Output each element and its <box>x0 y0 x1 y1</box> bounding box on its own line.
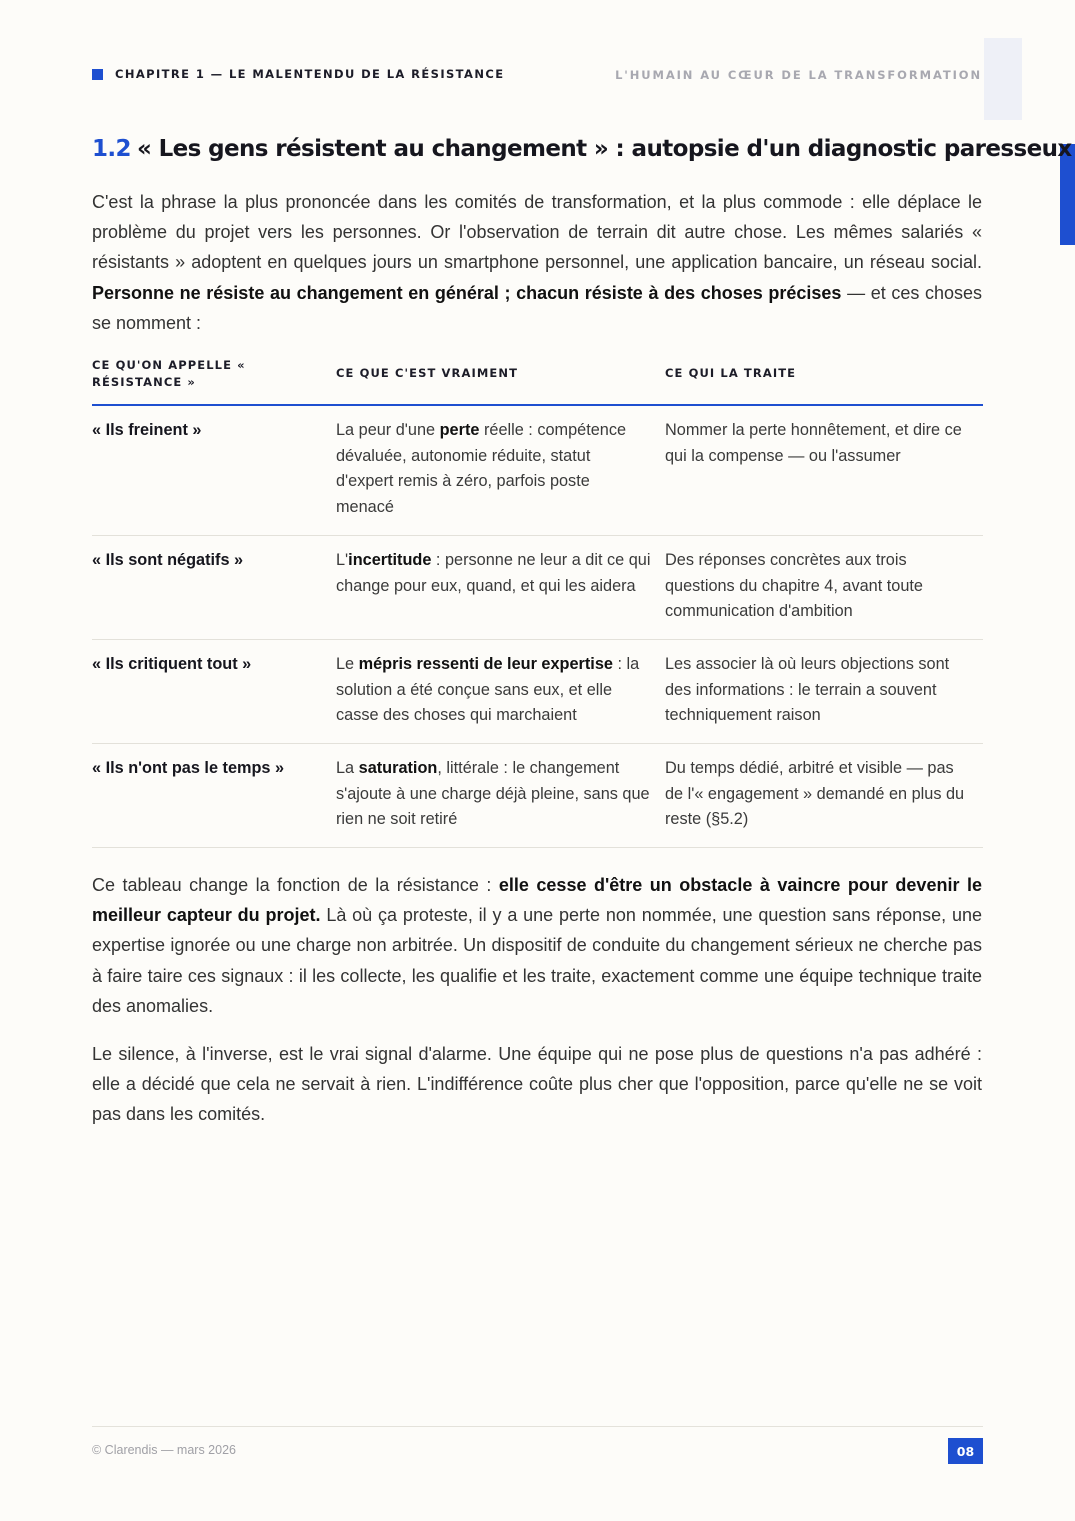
reality-keyword: mépris ressenti de leur expertise <box>358 654 613 673</box>
reality-text: : personne ne leur a dit ce qui change pour eux, quand, et qui les aidera <box>336 550 651 595</box>
reality-keyword: perte <box>439 421 480 439</box>
running-title: L'HUMAIN AU CŒUR DE LA TRANSFORMATION <box>615 68 982 82</box>
table-header-row <box>92 350 983 405</box>
row-reality <box>336 405 665 535</box>
intro-text: C'est la phrase la plus prononcée dans les comités de transformation, et la plus commode : elle déplace le problème du projet vers les personnes. Or l'observation de terrain dit autre chose. Les mêmes salariés « résistants » adoptent en quelques jours un smartphone personnel, une application bancaire, un réseau social. <box>92 192 982 273</box>
row-label: « Ils freinent » <box>92 405 336 535</box>
conclusion-emphasis: elle cesse d'être un obstacle à vaincre pour devenir le meilleur capteur du projet. <box>92 875 982 926</box>
intro-paragraph <box>92 187 982 338</box>
reality-text: réelle : compétence dévaluée, autonomie réduite, statut d'expert remis à zéro, parfois poste menacé <box>336 421 627 517</box>
column-header-remedy: CE QUI LA TRAITE <box>665 350 983 405</box>
column-header-so-called: CE QU'ON APPELLE « RÉSISTANCE » <box>92 350 336 405</box>
conclusion-text: Ce tableau change la fonction de la résistance : <box>92 875 499 895</box>
reality-keyword: saturation <box>358 759 438 778</box>
section-title <box>92 136 1072 162</box>
row-remedy: Les associer là où leurs objections sont des informations : le terrain a souvent techniquement raison <box>665 639 983 743</box>
chapter-label: CHAPITRE 1 — LE MALENTENDU DE LA RÉSISTANCE <box>115 67 505 81</box>
reality-text: La peur d'une <box>336 421 440 439</box>
reality-text: L' <box>336 550 349 569</box>
row-reality <box>336 744 665 848</box>
conclusion-text-end: Là où ça proteste, il y a une perte non nommée, une question sans réponse, une expertise ignorée ou une charge non arbitrée. Un dispositif de conduite du changement sérieux ne cherche pas à faire taire ces signaux : il les collecte, les qualifie et les traite, exactement comme une équipe technique traite des anomalies. <box>92 905 982 1016</box>
row-label: « Ils critiquent tout » <box>92 639 336 743</box>
row-label: « Ils n'ont pas le temps » <box>92 744 336 848</box>
reality-text: , littérale : le changement s'ajoute à une charge déjà pleine, sans que rien ne soit retiré <box>336 759 650 829</box>
footer-copyright: © Clarendis — mars 2026 <box>92 1443 236 1457</box>
intro-emphasis: Personne ne résiste au changement en général ; chacun résiste à des choses précises <box>92 282 842 303</box>
resistance-table <box>92 350 983 848</box>
reality-text: : la solution a été conçue sans eux, et elle casse des choses qui marchaient <box>336 654 640 725</box>
table-row <box>92 405 983 535</box>
row-remedy: Nommer la perte honnêtement, et dire ce qui la compense — ou l'assumer <box>665 405 983 535</box>
running-header-chapter <box>92 67 504 81</box>
row-label: « Ils sont négatifs » <box>92 535 336 639</box>
reality-text: Le <box>336 654 359 673</box>
reality-text: La <box>336 759 359 778</box>
chapter-marker-square <box>92 69 103 80</box>
table-row <box>92 535 983 639</box>
footer-divider <box>92 1426 983 1427</box>
silence-paragraph: Le silence, à l'inverse, est le vrai signal d'alarme. Une équipe qui ne pose plus de questions n'a pas adhéré : elle a décidé que cela ne servait à rien. L'indifférence coûte plus cher que l'opposition, parce qu'elle ne se voit pas dans les comités. <box>92 1044 982 1125</box>
row-reality <box>336 535 665 639</box>
page-number-badge: 08 <box>948 1438 983 1464</box>
chapter-number-decoration <box>984 38 1022 120</box>
row-reality <box>336 639 665 743</box>
conclusion-paragraph <box>92 870 982 1021</box>
intro-text-end: — et ces choses se nomment : <box>92 282 982 333</box>
table-row <box>92 744 983 848</box>
section-title-text: « Les gens résistent au changement » : autopsie d'un diagnostic paresseux <box>136 136 1072 162</box>
column-header-reality: CE QUE C'EST VRAIMENT <box>336 350 665 405</box>
section-number: 1.2 <box>92 136 131 162</box>
row-remedy: Du temps dédié, arbitré et visible — pas de l'« engagement » demandé en plus du reste (§5.2) <box>665 744 983 848</box>
row-remedy: Des réponses concrètes aux trois questions du chapitre 4, avant toute communication d'ambition <box>665 535 983 639</box>
reality-keyword: incertitude <box>348 550 432 569</box>
table-row <box>92 639 983 743</box>
